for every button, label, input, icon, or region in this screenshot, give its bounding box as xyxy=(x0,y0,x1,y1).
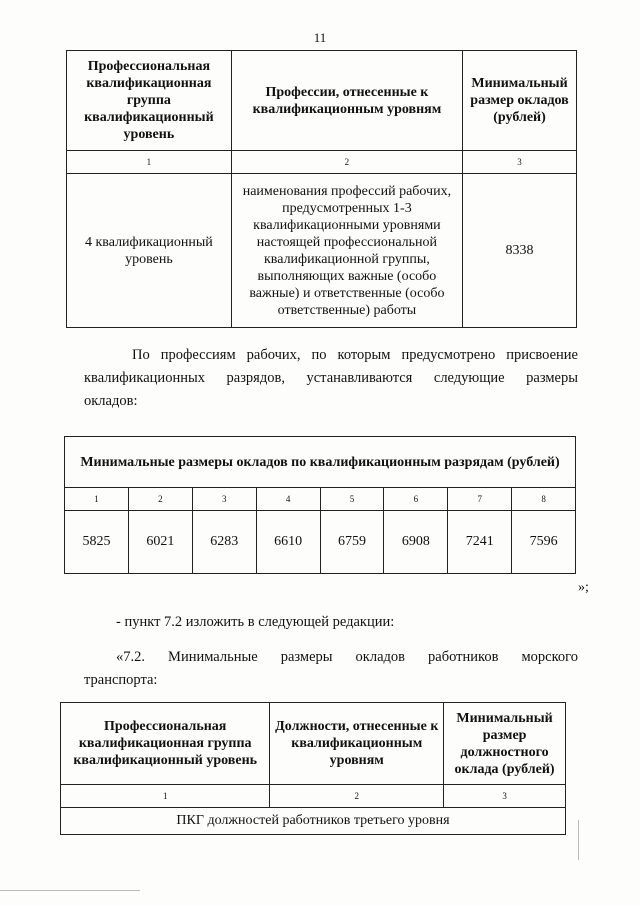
column-number: 1 xyxy=(61,785,270,808)
grade-number: 1 xyxy=(65,488,129,511)
grade-salary-value: 7596 xyxy=(512,511,576,574)
header-grades-salary: Минимальные размеры окладов по квалификационным разрядам (рублей) xyxy=(65,437,576,488)
table-header-row xyxy=(67,51,577,151)
amendment-item: - пункт 7.2 изложить в следующей редакции: xyxy=(116,614,395,630)
table-header-row xyxy=(65,437,576,488)
header-professions: Профессии, отнесенные к квалификационным уровням xyxy=(231,51,462,151)
closing-quote-mark: »; xyxy=(578,580,589,595)
salary-value: 8338 xyxy=(463,174,577,328)
paragraph-line: квалификационных разрядов, устанавливаются следующие размеры xyxy=(84,370,578,386)
grade-number: 6 xyxy=(384,488,448,511)
grade-number: 5 xyxy=(320,488,384,511)
grade-number: 7 xyxy=(448,488,512,511)
qualification-level: 4 квалификационный уровень xyxy=(67,174,232,328)
maritime-salary-table xyxy=(60,702,566,835)
page-number: 11 xyxy=(313,30,327,45)
paragraph-grades-intro xyxy=(84,344,578,413)
paragraph-line: «7.2. Минимальные размеры окладов работников морского xyxy=(116,649,578,665)
column-number-row xyxy=(67,151,577,174)
column-number: 3 xyxy=(444,785,566,808)
professions-salary-table xyxy=(66,50,577,328)
paragraph-maritime-intro xyxy=(84,646,578,692)
grade-salary-value: 5825 xyxy=(65,511,129,574)
column-number: 3 xyxy=(463,151,577,174)
table-row xyxy=(65,511,576,574)
column-number: 1 xyxy=(67,151,232,174)
table-header-row xyxy=(61,703,566,785)
header-qualification-group: Профессиональная квалификационная группа квалификационный уровень xyxy=(67,51,232,151)
grade-salary-value: 6908 xyxy=(384,511,448,574)
grade-number: 3 xyxy=(192,488,256,511)
grade-salary-value: 6610 xyxy=(256,511,320,574)
table-row xyxy=(61,808,566,835)
paragraph-line: По профессиям рабочих, по которым предусмотрено присвоение xyxy=(132,347,578,363)
header-min-salary: Минимальный размер окладов (рублей) xyxy=(463,51,577,151)
column-number: 2 xyxy=(270,785,444,808)
professions-description: наименования профессий рабочих, предусмотренных 1-3 квалификационными уровнями настоящей профессиональной квалификационной группы, выполняющих важные (особо важные) и ответственные (особо ответственные) работы xyxy=(231,174,462,328)
grade-number: 8 xyxy=(512,488,576,511)
table-row xyxy=(67,174,577,328)
column-number: 2 xyxy=(231,151,462,174)
grade-number-row xyxy=(65,488,576,511)
grades-salary-table xyxy=(64,436,576,574)
grade-salary-value: 7241 xyxy=(448,511,512,574)
header-qualification-group: Профессиональная квалификационная группа квалификационный уровень xyxy=(61,703,270,785)
header-min-position-salary: Минимальный размер должностного оклада (рублей) xyxy=(444,703,566,785)
paragraph-line: окладов: xyxy=(84,393,138,409)
header-positions: Должности, отнесенные к квалификационным уровням xyxy=(270,703,444,785)
paragraph-line: транспорта: xyxy=(84,672,158,688)
pkg-group-title: ПКГ должностей работников третьего уровня xyxy=(61,808,566,835)
column-number-row xyxy=(61,785,566,808)
scan-artifact-line xyxy=(578,820,579,860)
grade-salary-value: 6759 xyxy=(320,511,384,574)
grade-number: 4 xyxy=(256,488,320,511)
grade-salary-value: 6021 xyxy=(128,511,192,574)
grade-salary-value: 6283 xyxy=(192,511,256,574)
scan-artifact-line xyxy=(0,890,140,891)
grade-number: 2 xyxy=(128,488,192,511)
